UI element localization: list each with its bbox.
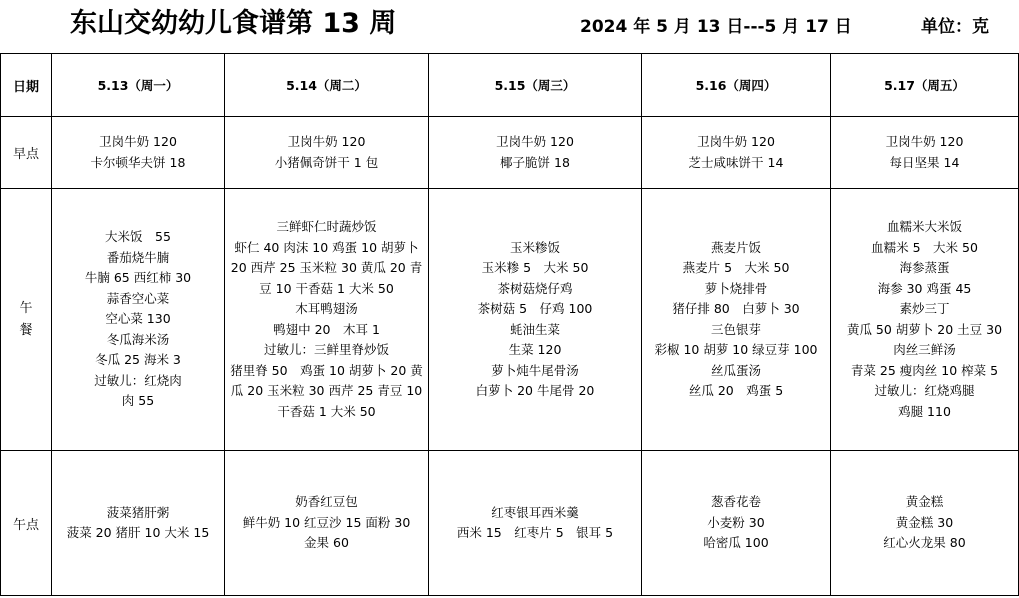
menu-line: 卫岗牛奶 120 (697, 134, 775, 149)
menu-line: 金果 60 (304, 535, 349, 551)
menu-cell-snack-thu (642, 451, 831, 596)
menu-line: 小麦粉 30 (707, 514, 765, 530)
menu-line: 素炒三丁 (899, 301, 950, 316)
row-label-afternoon-snack: 午点 (1, 451, 52, 596)
menu-line: 猪里脊 50 鸡蛋 10 胡萝卜 20 黄瓜 20 玉米粒 30 西芹 25 青豆 10 干香菇 1 大米 50 (230, 362, 423, 419)
menu-line: 黄瓜 50 胡萝卜 20 土豆 30 (846, 321, 1003, 337)
menu-cell-breakfast-tue (225, 117, 429, 189)
day-header-thu: 5.16（周四） (642, 54, 831, 117)
table-row-lunch (1, 189, 1019, 451)
menu-line: 木耳鸭翅汤 (295, 301, 358, 316)
unit-label: 单位：克 (921, 17, 989, 37)
menu-line: 血糯米大米饭 (886, 219, 962, 234)
corner-label-date: 日期 (1, 54, 52, 117)
menu-line: 蚝油生菜 (509, 321, 560, 337)
menu-line: 血糯米 5 大米 50 (871, 239, 978, 255)
menu-line: 玉米糁 5 大米 50 (481, 260, 589, 275)
menu-cell-lunch-wed (429, 189, 642, 451)
menu-line: 彩椒 10 胡萝 10 绿豆芽 100 (654, 342, 818, 357)
menu-line: 青菜 25 瘦肉丝 10 榨菜 5 (850, 362, 999, 378)
day-header-tue: 5.14（周二） (225, 54, 429, 117)
menu-line: 三鲜虾仁时蔬炒饭 (276, 219, 377, 234)
menu-line: 卫岗牛奶 120 (99, 134, 177, 149)
menu-line: 鸭翅中 20 木耳 1 (273, 321, 380, 337)
menu-line: 猪仔排 80 白萝卜 30 (672, 301, 800, 316)
menu-line: 过敏儿：红烧鸡腿 (874, 383, 975, 398)
row-label-lunch (1, 189, 52, 451)
menu-cell-snack-mon (52, 451, 225, 596)
menu-cell-breakfast-wed (429, 117, 642, 189)
menu-line: 肉丝三鲜汤 (893, 342, 956, 357)
menu-line: 哈密瓜 100 (703, 535, 769, 551)
menu-line: 丝瓜 20 鸡蛋 5 (688, 383, 784, 398)
menu-line: 每日坚果 14 (889, 154, 960, 170)
day-header-wed: 5.15（周三） (429, 54, 642, 117)
table-row-breakfast (1, 117, 1019, 189)
menu-line: 红心火龙果 80 (883, 535, 966, 551)
menu-line: 过敏儿：三鲜里脊炒饭 (263, 342, 389, 357)
menu-line: 大米饭 55 (105, 229, 171, 245)
menu-line: 小猪佩奇饼干 1 包 (274, 154, 379, 170)
menu-line: 萝卜烧排骨 (704, 280, 768, 296)
menu-line: 卫岗牛奶 120 (885, 134, 964, 149)
page-title: 东山交幼幼儿食谱第 13 周 (70, 8, 397, 39)
menu-line: 三色银芽 (710, 321, 761, 337)
menu-line: 蒜香空心菜 (106, 290, 170, 306)
menu-cell-breakfast-thu (642, 117, 831, 189)
menu-line: 生菜 120 (508, 342, 562, 357)
day-header-fri: 5.17（周五） (831, 54, 1019, 117)
menu-line: 鸡腿 110 (898, 403, 951, 419)
menu-line: 奶香红豆包 (295, 494, 358, 510)
menu-table (0, 53, 1019, 596)
menu-line: 卫岗牛奶 120 (496, 134, 574, 149)
menu-line: 燕麦片饭 (710, 239, 761, 255)
menu-line: 空心菜 130 (105, 311, 171, 327)
date-range: 2024 年 5 月 13 日---5 月 17 日 (580, 17, 852, 37)
menu-line: 芝士咸味饼干 14 (688, 154, 784, 170)
menu-line: 过敏儿：红烧肉 (94, 372, 182, 388)
menu-line: 牛腩 65 西红柿 30 (84, 270, 192, 286)
menu-line: 燕麦片 5 大米 50 (682, 260, 790, 275)
menu-line: 卡尔顿华夫饼 18 (90, 154, 186, 170)
menu-cell-snack-fri (831, 451, 1019, 596)
menu-cell-snack-wed (429, 451, 642, 596)
menu-line: 鲜牛奶 10 红豆沙 15 面粉 30 (242, 514, 411, 530)
menu-cell-breakfast-mon (52, 117, 225, 189)
table-row-afternoon-snack (1, 451, 1019, 596)
menu-line: 卫岗牛奶 120 (287, 134, 366, 149)
menu-line: 菠菜猪肝粥 (106, 504, 170, 520)
row-label-lunch-text: 午餐 (19, 300, 33, 338)
menu-line: 海参 30 鸡蛋 45 (877, 280, 972, 296)
menu-line: 西米 15 红枣片 5 银耳 5 (456, 525, 614, 540)
menu-line: 海参蒸蛋 (899, 260, 950, 275)
menu-line: 黄金糕 (905, 494, 944, 510)
menu-line: 菠菜 20 猪肝 10 大米 15 (66, 525, 210, 540)
menu-line: 茶树菇烧仔鸡 (497, 280, 573, 296)
header-row (1, 54, 1019, 117)
menu-line: 玉米糁饭 (509, 239, 560, 255)
menu-line: 白萝卜 20 牛尾骨 20 (475, 383, 595, 398)
menu-line: 虾仁 40 肉沫 10 鸡蛋 10 胡萝卜 20 西芹 25 玉米粒 30 黄瓜 20 青豆 10 干香菇 1 大米 50 (230, 239, 423, 296)
row-label-breakfast: 早点 (1, 117, 52, 189)
menu-line: 椰子脆饼 18 (500, 154, 570, 170)
menu-line: 葱香花卷 (710, 494, 761, 510)
menu-cell-lunch-tue (225, 189, 429, 451)
menu-line: 黄金糕 30 (895, 514, 954, 530)
menu-line: 茶树菇 5 仔鸡 100 (477, 301, 593, 316)
menu-cell-lunch-mon (52, 189, 225, 451)
menu-cell-snack-tue (225, 451, 429, 596)
menu-line: 番茄烧牛腩 (106, 249, 170, 265)
menu-line: 冬瓜海米汤 (106, 331, 170, 347)
menu-cell-lunch-thu (642, 189, 831, 451)
menu-line: 肉 55 (121, 393, 155, 409)
menu-cell-lunch-fri (831, 189, 1019, 451)
day-header-mon: 5.13（周一） (52, 54, 225, 117)
menu-line: 萝卜炖牛尾骨汤 (491, 362, 579, 378)
menu-line: 冬瓜 25 海米 3 (95, 352, 181, 368)
menu-line: 丝瓜蛋汤 (710, 362, 761, 378)
menu-cell-breakfast-fri (831, 117, 1019, 189)
menu-line: 红枣银耳西米羹 (491, 504, 579, 520)
